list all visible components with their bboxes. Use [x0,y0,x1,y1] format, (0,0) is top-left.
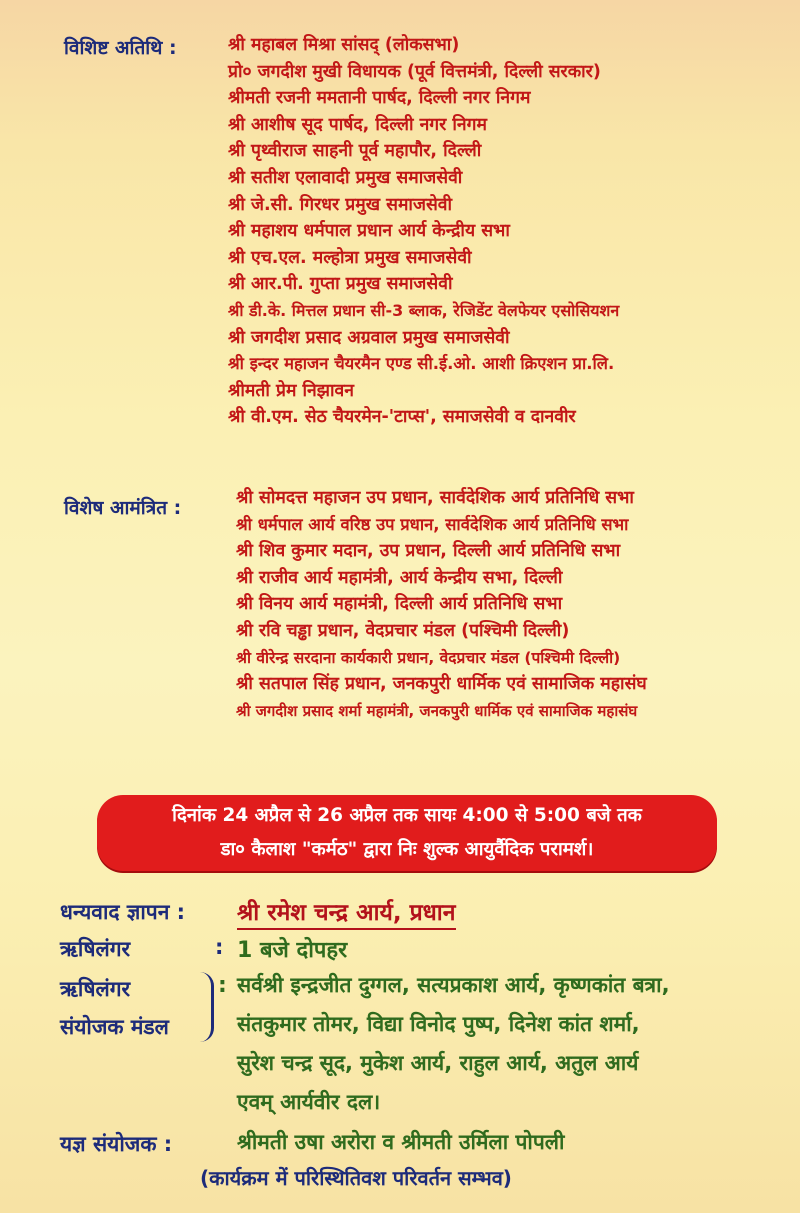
footer-note: (कार्यक्रम में परिस्थितिवश परिवर्तन सम्भव) [200,1166,512,1190]
banner-line-date: दिनांक 24 अप्रैल से 26 अप्रैल तक सायः 4:00 से 5:00 बजे तक [172,805,642,826]
list-item: श्री इन्दर महाजन चैयरमैन एण्ड सी.ई.ओ. आशी क्रिएशन प्रा.लि. [228,354,615,374]
list-item: श्री सोमदत्त महाजन उप प्रधान, सार्वदेशिक आर्य प्रतिनिधि सभा [236,488,634,508]
list-item: श्री वी.एम. सेठ चैयरमेन-'टाप्स', समाजसेवी व दानवीर [228,407,576,428]
committee-members-line: एवम् आर्यवीर दल। [237,1090,381,1114]
list-item: श्री आशीष सूद पार्षद, दिल्ली नगर निगम [228,114,487,135]
special-invitees-list [236,485,647,724]
committee-label-line1: ऋषिलंगर [60,977,131,1001]
list-item: श्री सतीश एलावादी प्रमुख समाजसेवी [228,167,463,188]
list-item: श्री आर.पी. गुप्ता प्रमुख समाजसेवी [228,274,453,295]
special-invitees-label: विशेष आमंत्रित : [64,497,182,519]
list-item: श्रीमती रजनी ममतानी पार्षद, दिल्ली नगर निगम [228,88,531,109]
list-item: श्री जे.सी. गिरधर प्रमुख समाजसेवी [228,194,453,215]
committee-members-line: सुरेश चन्द्र सूद, मुकेश आर्य, राहुल आर्य, अतुल आर्य [237,1051,639,1075]
list-item: श्री रवि चड्ढा प्रधान, वेदप्रचार मंडल (पश्चिमी दिल्ली) [236,620,570,641]
list-item: श्रीमती प्रेम निझावन [228,380,354,401]
committee-members-line: सर्वश्री इन्द्रजीत दुग्गल, सत्यप्रकाश आर्य, कृष्णकांत बत्रा, [237,973,670,997]
vote-of-thanks-label: धन्यवाद ज्ञापन : [60,900,186,924]
list-item: श्री एच.एल. मल्होत्रा प्रमुख समाजसेवी [228,247,472,268]
list-item: श्री महाबल मिश्रा सांसद् (लोकसभा) [228,35,460,55]
list-item: श्री जगदीश प्रसाद शर्मा महामंत्री, जनकपुरी धार्मिक एवं सामाजिक महासंघ [236,701,638,720]
list-item: प्रो० जगदीश मुखी विधायक (पूर्व वित्तमंत्री, दिल्ली सरकार) [228,61,601,82]
rishilangar-label: ऋषिलंगर [60,937,131,961]
list-item: श्री शिव कुमार मदान, उप प्रधान, दिल्ली आर्य प्रतिनिधि सभा [236,541,621,562]
special-guests-label: विशिष्ट अतिथि : [64,37,177,59]
list-item: श्री विनय आर्य महामंत्री, दिल्ली आर्य प्रतिनिधि सभा [236,594,563,615]
committee-label-line2: संयोजक मंडल [60,1015,169,1039]
rishilangar-colon: : [215,935,224,959]
rishilangar-time: 1 बजे दोपहर [237,938,348,963]
consultation-banner [97,795,717,871]
committee-members-line: संतकुमार तोमर, विद्या विनोद पुष्प, दिनेश कांत शर्मा, [237,1012,640,1036]
list-item: श्री पृथ्वीराज साहनी पूर्व महापौर, दिल्ली [228,141,482,162]
list-item: श्री जगदीश प्रसाद अग्रवाल प्रमुख समाजसेवी [228,327,510,348]
list-item: श्री डी.के. मित्तल प्रधान सी-3 ब्लाक, रेजिडेंट वेलफेयर एसोसियशन [228,300,620,320]
list-item: श्री धर्मपाल आर्य वरिष्ठ उप प्रधान, सार्वदेशिक आर्य प्रतिनिधि सभा [236,514,629,534]
special-guests-list [228,32,619,431]
yagya-coordinator-value: श्रीमती उषा अरोरा व श्रीमती उर्मिला पोपली [237,1130,565,1154]
banner-line-consultation: डा० कैलाश "कर्मठ" द्वारा निः शुल्क आयुर्वैदिक परामर्श। [220,839,594,860]
yagya-coordinator-label: यज्ञ संयोजक : [60,1132,173,1156]
brace-icon [197,972,214,1042]
committee-colon: : [218,973,227,998]
list-item: श्री राजीव आर्य महामंत्री, आर्य केन्द्रीय सभा, दिल्ली [236,567,563,588]
list-item: श्री वीरेन्द्र सरदाना कार्यकारी प्रधान, वेदप्रचार मंडल (पश्चिमी दिल्ली) [236,648,621,667]
list-item: श्री सतपाल सिंह प्रधान, जनकपुरी धार्मिक एवं सामाजिक महासंघ [236,674,647,695]
vote-of-thanks-value: श्री रमेश चन्द्र आर्य, प्रधान [237,895,456,930]
list-item: श्री महाशय धर्मपाल प्रधान आर्य केन्द्रीय सभा [228,221,510,242]
